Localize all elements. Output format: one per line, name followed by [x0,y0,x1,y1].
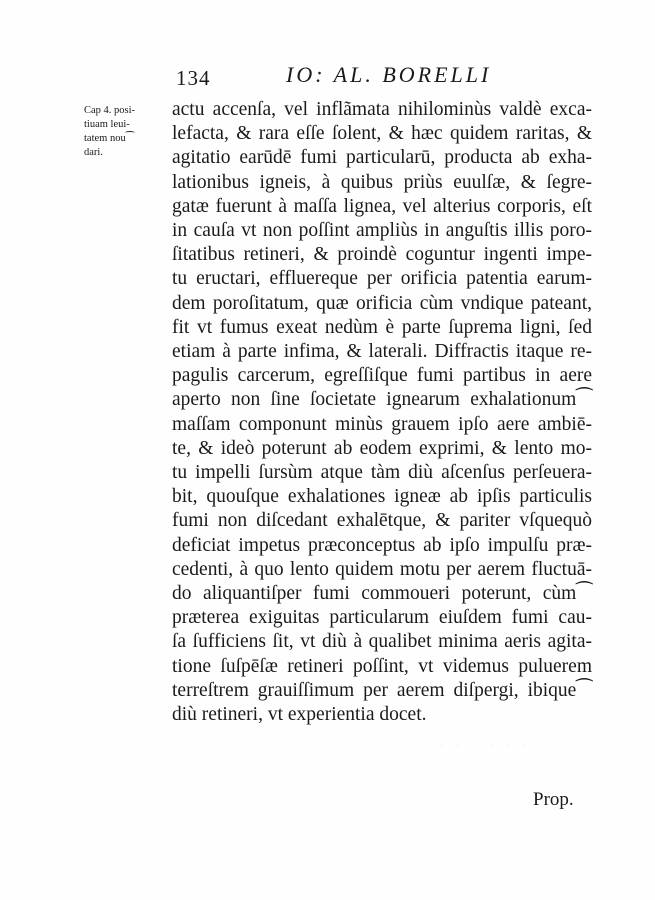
text-line: tu eructari, effluereque per orificia patentia earum- [172,268,592,290]
bleed-through-smudge: · · ˙ · · · [440,742,532,751]
margin-note-line: tiuam leui- [84,119,130,130]
text-line: etiam à parte infima, & laterali. Diffractis itaque re- [172,341,592,363]
text-line: dem poroſitatum, quæ orificia cùm vndique pateant, [172,292,592,314]
text-line: aperto non ſine ſocietate ignearum exhalationum⁀ [172,389,592,411]
text-line: fumi non diſcedant exhalētque, & pariter vſquequò [172,510,592,532]
margin-note [84,104,164,160]
text-line: tione ſuſpēſæ retineri poſſint, vt videmus puluerem [172,655,592,677]
text-line: ſa ſufficiens ſit, vt diù à qualibet minima aeris agita- [172,631,592,653]
text-line: maſſam componunt minùs grauem ipſo aere ambiē- [172,413,592,435]
text-line: deficiat impetus præconceptus ab ipſo impulſu præ- [172,534,592,556]
text-line: tu impelli ſursùm atque tàm diù aſcenſus perſeuera- [172,462,592,484]
text-line: te, & ideò poterunt ab eodem exprimi, & lento mo- [172,437,592,459]
margin-note-line: Cap 4. posi- [84,105,136,116]
text-line: bit, quouſque exhalationes igneæ ab ipſis particulis [172,486,592,508]
page-number: 134 [176,66,211,90]
text-line: lationibus igneis, à quibus priùs euulſæ, & ſegre- [172,171,592,193]
text-line: ſitatibus retineri, & proindè coguntur ingenti impe- [172,244,592,266]
text-line: pagulis carcerum, egreſſiſque fumi partibus in aere [172,365,592,387]
text-line: actu accenſa, vel inflãmata nihilominùs valdè exca- [172,99,592,120]
text-line: do aliquantiſper fumi commoueri poterunt, cùm⁀ [172,583,592,605]
text-line: in cauſa vt non poſſint ampliùs in anguſtis illis poro- [172,220,592,242]
text-line: cedenti, à quo lento quidem motu per aerem fluctuā- [172,558,592,580]
text-line: diù retineri, vt experientia docet. [172,704,427,726]
text-line: agitatio earūdē fumi particularū, producta ab exha- [172,147,592,169]
body-text [172,98,592,727]
margin-note-line: tatem nou⁀ [84,133,135,144]
text-line: lefacta, & rara eſſe ſolent, & hæc quidem raritas, & [172,123,592,145]
text-line: terreſtrem grauiſſimum per aerem diſpergi, ibique⁀ [172,679,592,701]
running-head: IO: AL. BORELLI [286,62,492,87]
margin-note-line: dari. [84,147,103,158]
text-line: gatæ fuerunt à maſſa lignea, vel alterius corporis, eſt [172,195,592,217]
text-line: fit vt fumus exeat nedùm è parte ſuprema ligni, ſed [172,316,592,338]
catchword: Prop. [533,789,574,810]
text-line: præterea exiguitas particularum eiuſdem fumi cau- [172,607,592,629]
